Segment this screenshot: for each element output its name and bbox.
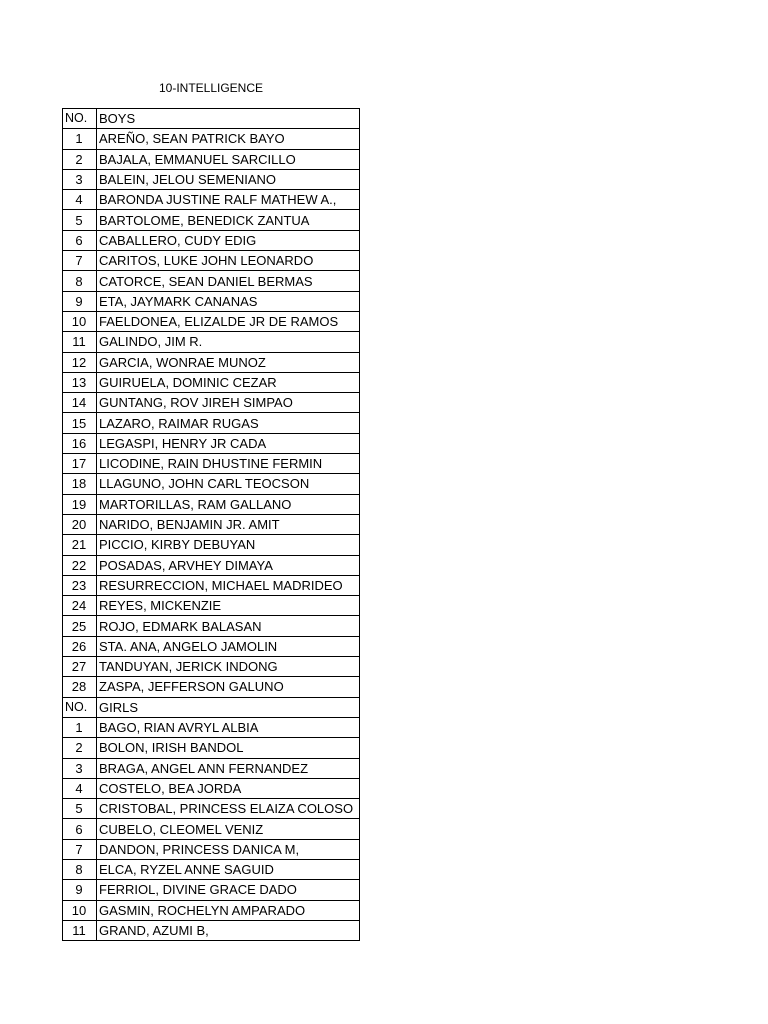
table-row xyxy=(63,900,360,920)
row-number: 19 xyxy=(63,494,97,514)
row-number: 17 xyxy=(63,454,97,474)
row-number: 11 xyxy=(63,920,97,940)
girls-header-row xyxy=(63,697,360,717)
table-row xyxy=(63,839,360,859)
table-row xyxy=(63,799,360,819)
table-row xyxy=(63,372,360,392)
table-row xyxy=(63,210,360,230)
column-header-no: NO. xyxy=(63,109,97,129)
boys-header-row xyxy=(63,109,360,129)
row-number: 2 xyxy=(63,738,97,758)
student-name: GALINDO, JIM R. xyxy=(97,332,360,352)
row-number: 9 xyxy=(63,880,97,900)
sheet-title: 10-INTELLIGENCE xyxy=(158,81,264,95)
row-number: 28 xyxy=(63,677,97,697)
student-name: CUBELO, CLEOMEL VENIZ xyxy=(97,819,360,839)
student-name: GRAND, AZUMI B, xyxy=(97,920,360,940)
column-header-no: NO. xyxy=(63,697,97,717)
row-number: 8 xyxy=(63,859,97,879)
row-number: 13 xyxy=(63,372,97,392)
table-row xyxy=(63,535,360,555)
table-row xyxy=(63,149,360,169)
table-row xyxy=(63,758,360,778)
table-row xyxy=(63,413,360,433)
row-number: 2 xyxy=(63,149,97,169)
student-name: ZASPA, JEFFERSON GALUNO xyxy=(97,677,360,697)
row-number: 14 xyxy=(63,393,97,413)
row-number: 16 xyxy=(63,433,97,453)
section-header-boys: BOYS xyxy=(97,109,360,129)
table-row xyxy=(63,474,360,494)
student-name: POSADAS, ARVHEY DIMAYA xyxy=(97,555,360,575)
student-name: BARTOLOME, BENEDICK ZANTUA xyxy=(97,210,360,230)
student-name: MARTORILLAS, RAM GALLANO xyxy=(97,494,360,514)
row-number: 4 xyxy=(63,778,97,798)
table-row xyxy=(63,514,360,534)
table-row xyxy=(63,332,360,352)
row-number: 10 xyxy=(63,311,97,331)
table-row xyxy=(63,291,360,311)
student-name: TANDUYAN, JERICK INDONG xyxy=(97,657,360,677)
student-name: AREÑO, SEAN PATRICK BAYO xyxy=(97,129,360,149)
table-row xyxy=(63,657,360,677)
student-name: FERRIOL, DIVINE GRACE DADO xyxy=(97,880,360,900)
student-name: CRISTOBAL, PRINCESS ELAIZA COLOSO xyxy=(97,799,360,819)
table-row xyxy=(63,230,360,250)
row-number: 7 xyxy=(63,251,97,271)
row-number: 26 xyxy=(63,636,97,656)
table-row xyxy=(63,778,360,798)
table-row xyxy=(63,169,360,189)
student-name: PICCIO, KIRBY DEBUYAN xyxy=(97,535,360,555)
table-row xyxy=(63,393,360,413)
table-row xyxy=(63,433,360,453)
student-name: ROJO, EDMARK BALASAN xyxy=(97,616,360,636)
table-row xyxy=(63,717,360,737)
table-row xyxy=(63,555,360,575)
table-row xyxy=(63,190,360,210)
student-name: BALEIN, JELOU SEMENIANO xyxy=(97,169,360,189)
student-name: RESURRECCION, MICHAEL MADRIDEO xyxy=(97,575,360,595)
student-name: CARITOS, LUKE JOHN LEONARDO xyxy=(97,251,360,271)
student-name: LEGASPI, HENRY JR CADA xyxy=(97,433,360,453)
row-number: 11 xyxy=(63,332,97,352)
row-number: 23 xyxy=(63,575,97,595)
row-number: 6 xyxy=(63,230,97,250)
table-row xyxy=(63,352,360,372)
table-row xyxy=(63,880,360,900)
row-number: 10 xyxy=(63,900,97,920)
table-row xyxy=(63,271,360,291)
table-row xyxy=(63,454,360,474)
row-number: 7 xyxy=(63,839,97,859)
table-row xyxy=(63,859,360,879)
student-name: BARONDA JUSTINE RALF MATHEW A., xyxy=(97,190,360,210)
student-name: GUNTANG, ROV JIREH SIMPAO xyxy=(97,393,360,413)
table-row xyxy=(63,677,360,697)
student-name: GUIRUELA, DOMINIC CEZAR xyxy=(97,372,360,392)
row-number: 1 xyxy=(63,717,97,737)
student-name: LAZARO, RAIMAR RUGAS xyxy=(97,413,360,433)
roster-body xyxy=(63,109,360,941)
student-name: BAJALA, EMMANUEL SARCILLO xyxy=(97,149,360,169)
table-row xyxy=(63,920,360,940)
row-number: 15 xyxy=(63,413,97,433)
table-row xyxy=(63,311,360,331)
student-name: BRAGA, ANGEL ANN FERNANDEZ xyxy=(97,758,360,778)
student-name: COSTELO, BEA JORDA xyxy=(97,778,360,798)
row-number: 9 xyxy=(63,291,97,311)
student-name: GASMIN, ROCHELYN AMPARADO xyxy=(97,900,360,920)
student-name: ETA, JAYMARK CANANAS xyxy=(97,291,360,311)
table-row xyxy=(63,819,360,839)
row-number: 5 xyxy=(63,799,97,819)
row-number: 22 xyxy=(63,555,97,575)
row-number: 1 xyxy=(63,129,97,149)
student-name: BOLON, IRISH BANDOL xyxy=(97,738,360,758)
table-row xyxy=(63,616,360,636)
row-number: 8 xyxy=(63,271,97,291)
section-header-girls: GIRLS xyxy=(97,697,360,717)
table-row xyxy=(63,494,360,514)
table-row xyxy=(63,636,360,656)
row-number: 18 xyxy=(63,474,97,494)
table-row xyxy=(63,738,360,758)
row-number: 25 xyxy=(63,616,97,636)
row-number: 27 xyxy=(63,657,97,677)
row-number: 6 xyxy=(63,819,97,839)
row-number: 3 xyxy=(63,758,97,778)
class-roster-table xyxy=(62,108,360,941)
row-number: 21 xyxy=(63,535,97,555)
student-name: BAGO, RIAN AVRYL ALBIA xyxy=(97,717,360,737)
table-row xyxy=(63,596,360,616)
row-number: 4 xyxy=(63,190,97,210)
table-row xyxy=(63,129,360,149)
student-name: LICODINE, RAIN DHUSTINE FERMIN xyxy=(97,454,360,474)
student-name: NARIDO, BENJAMIN JR. AMIT xyxy=(97,514,360,534)
row-number: 5 xyxy=(63,210,97,230)
table-row xyxy=(63,251,360,271)
student-name: DANDON, PRINCESS DANICA M, xyxy=(97,839,360,859)
student-name: STA. ANA, ANGELO JAMOLIN xyxy=(97,636,360,656)
student-name: REYES, MICKENZIE xyxy=(97,596,360,616)
row-number: 12 xyxy=(63,352,97,372)
student-name: CABALLERO, CUDY EDIG xyxy=(97,230,360,250)
table-row xyxy=(63,575,360,595)
student-name: ELCA, RYZEL ANNE SAGUID xyxy=(97,859,360,879)
row-number: 24 xyxy=(63,596,97,616)
student-name: FAELDONEA, ELIZALDE JR DE RAMOS xyxy=(97,311,360,331)
student-name: LLAGUNO, JOHN CARL TEOCSON xyxy=(97,474,360,494)
row-number: 3 xyxy=(63,169,97,189)
row-number: 20 xyxy=(63,514,97,534)
student-name: CATORCE, SEAN DANIEL BERMAS xyxy=(97,271,360,291)
student-name: GARCIA, WONRAE MUNOZ xyxy=(97,352,360,372)
